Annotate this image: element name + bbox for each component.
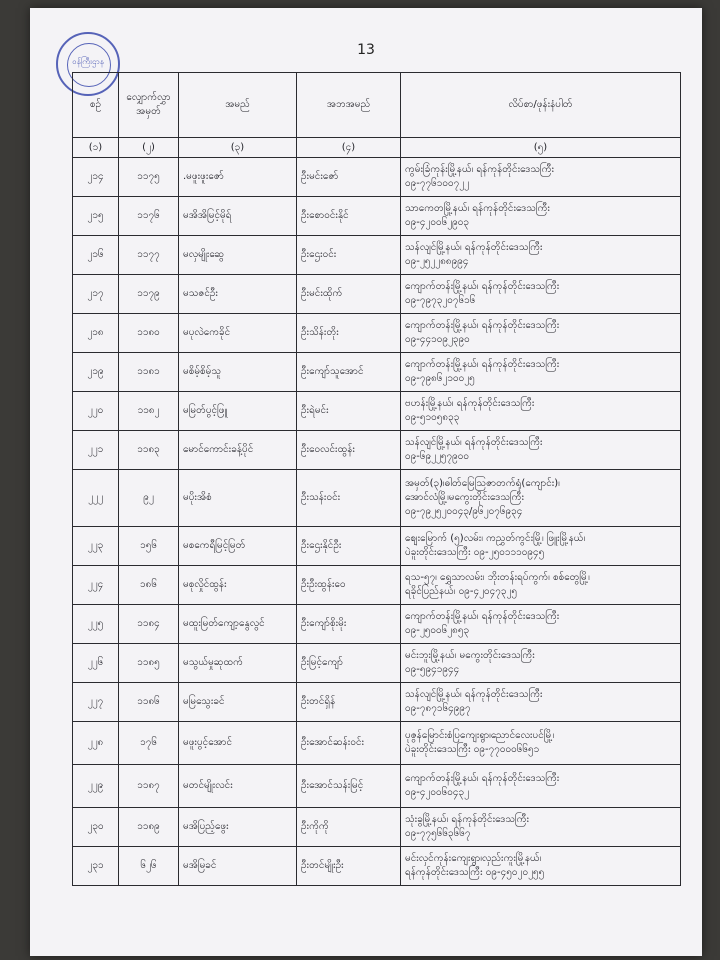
serial-cell: ၂၂၂ xyxy=(73,470,119,527)
table-row xyxy=(73,236,681,275)
address-cell xyxy=(401,808,681,847)
table-row xyxy=(73,847,681,886)
address-cell xyxy=(401,527,681,566)
address-line: ၀၉-၇၇၆၁၀၀၇၂၂ xyxy=(405,178,470,189)
application-no-cell: ၁၈၆ xyxy=(119,566,179,605)
address-line: ၀၉-၇၉၈၆၂၁၀၀၂၅ xyxy=(405,373,475,384)
address-line: အမှတ်(၃)၊ဓါတ်မြေဩဇာတက်ရုံ(ကျောင်း)၊ xyxy=(405,478,560,489)
name-cell: မစိမ့်စိမ့်သူ xyxy=(179,353,297,392)
father-name-cell: ဦးအောင်သန်းမြင့် xyxy=(297,765,401,808)
name-cell: မဖူးပွင့်အောင် xyxy=(179,722,297,765)
table-row xyxy=(73,765,681,808)
application-no-cell: ၁၁၈၇ xyxy=(119,765,179,808)
address-line: ပဲခူးတိုင်းဒေသကြီး ၀၉-၇၇၀၀၀၆၆၅၁ xyxy=(405,744,540,755)
table-body xyxy=(73,158,681,886)
address-line: သန်လျင်မြို့နယ်၊ ရန်ကုန်တိုင်းဒေသကြီး xyxy=(405,437,543,448)
address-cell xyxy=(401,470,681,527)
serial-cell: ၂၃၀ xyxy=(73,808,119,847)
father-name-cell: ဦးကိုကို xyxy=(297,808,401,847)
page-number: 13 xyxy=(357,42,375,58)
name-cell: မတင်မျိုးလင်း xyxy=(179,765,297,808)
address-line: ဗဟန်းမြို့နယ်၊ ရန်ကုန်တိုင်းဒေသကြီး xyxy=(405,398,535,409)
serial-cell: ၂၁၈ xyxy=(73,314,119,353)
application-no-cell: ၁၁၇၇ xyxy=(119,236,179,275)
column-number: (၂) xyxy=(119,138,179,158)
address-cell xyxy=(401,644,681,683)
column-number: (၃) xyxy=(179,138,297,158)
name-cell: မသဇင်ဦး xyxy=(179,275,297,314)
father-name-cell: ဦးတင်မျိုးဦး xyxy=(297,847,401,886)
address-cell xyxy=(401,236,681,275)
address-line: ပဲခူးတိုင်းဒေသကြီး ၀၉-၂၅၀၁၁၁၀၉၄၅ xyxy=(405,547,545,558)
address-line: အောင်လံမြို့၊မကွေးတိုင်းဒေသကြီး xyxy=(405,492,524,503)
application-no-cell: ၁၁၈၄ xyxy=(119,605,179,644)
column-number: (၁) xyxy=(73,138,119,158)
application-no-cell: ၁၁၈၁ xyxy=(119,353,179,392)
header-address-phone: လိပ်စာ/ဖုန်းနံပါတ် xyxy=(401,73,681,138)
name-cell: မစကေရီမြင့်မြတ် xyxy=(179,527,297,566)
table-header-row xyxy=(73,73,681,138)
table-row xyxy=(73,605,681,644)
table-row xyxy=(73,353,681,392)
name-cell: မမြတ်ပွင့်ဖြူ xyxy=(179,392,297,431)
application-no-cell: ၁၁၇၉ xyxy=(119,275,179,314)
application-no-cell: ၁၁၈၉ xyxy=(119,808,179,847)
address-line: ရသ-၅၇၊ ရွှေသာလမ်း၊ ဘိုးတန်းရပ်ကွက်၊ စစ်တွေမြို့၊ xyxy=(405,572,590,583)
father-name-cell: ဦးဌေးနိုင်ဦး xyxy=(297,527,401,566)
name-cell: မအိအိမြင့်မိုရ် xyxy=(179,197,297,236)
address-cell xyxy=(401,722,681,765)
name-cell: မအိပြည့်ဖွေး xyxy=(179,808,297,847)
application-no-cell: ၉၂ xyxy=(119,470,179,527)
application-no-cell: ၁၁၇၆ xyxy=(119,197,179,236)
application-no-cell: ၁၁၈၆ xyxy=(119,683,179,722)
application-no-cell: ၁၇၆ xyxy=(119,722,179,765)
address-cell xyxy=(401,566,681,605)
serial-cell: ၂၂၃ xyxy=(73,527,119,566)
table-row xyxy=(73,527,681,566)
header-father-name: အဘအမည် xyxy=(297,73,401,138)
address-cell xyxy=(401,158,681,197)
serial-cell: ၂၂၄ xyxy=(73,566,119,605)
address-line: ၀၉-၄၂၀၀၆၂၉၀၃ xyxy=(405,217,470,228)
name-cell: မစုလှိုင်ထွန်း xyxy=(179,566,297,605)
address-line: ၀၉-၂၅၂၂၈၈၉၉၄ xyxy=(405,256,469,267)
applicant-table xyxy=(72,72,681,886)
address-line: ကျောက်တန်းမြို့နယ်၊ ရန်ကုန်တိုင်းဒေသကြီး xyxy=(405,359,560,370)
address-line: မင်းလှင်ကုန်းကျေးရွာ၊လှည်းကူးမြို့နယ်၊ xyxy=(405,853,542,864)
father-name-cell: ဦးစောဝင်းနိုင် xyxy=(297,197,401,236)
address-line: ၀၉-၇၈၇၁၆၄၉၉၇ xyxy=(405,703,471,714)
name-cell: မောင်ကောင်းခန့်ပိုင် xyxy=(179,431,297,470)
table-row xyxy=(73,314,681,353)
application-no-cell: ၁၅၆ xyxy=(119,527,179,566)
father-name-cell: ဦးမင်းဇော် xyxy=(297,158,401,197)
father-name-cell: ဦးသိန်းတိုး xyxy=(297,314,401,353)
address-line: စျေးမြောက် (၅)လမ်း၊ ကညွှတ်ကွင်းမြို့၊ ဖြူးမြို့နယ်၊ xyxy=(405,533,586,544)
column-number-row xyxy=(73,138,681,158)
table-row xyxy=(73,197,681,236)
address-line: ကျောက်တန်းမြို့နယ်၊ ရန်ကုန်တိုင်းဒေသကြီး xyxy=(405,320,560,331)
stamp-text: ဝန်ကြီးဌာန xyxy=(72,57,104,66)
address-line: မင်းဘူးမြို့နယ်၊ မကွေးတိုင်းဒေသကြီး xyxy=(405,650,535,661)
column-number: (၅) xyxy=(401,138,681,158)
application-no-cell: ၆၂၆ xyxy=(119,847,179,886)
serial-cell: ၂၂၁ xyxy=(73,431,119,470)
serial-cell: ၂၁၄ xyxy=(73,158,119,197)
serial-cell: ၂၂၈ xyxy=(73,722,119,765)
application-no-cell: ၁၁၈၀ xyxy=(119,314,179,353)
name-cell: မလှမျိုးဆွေ xyxy=(179,236,297,275)
father-name-cell: ဦးဦးထွန်းဝေ xyxy=(297,566,401,605)
name-cell: မထူးမြတ်ကျော့နွေလွင် xyxy=(179,605,297,644)
address-line: ကွမ်းခြံကုန်းမြို့နယ်၊ ရန်ကုန်တိုင်းဒေသကြီး xyxy=(405,164,555,175)
address-line: သန်လျင်မြို့နယ်၊ ရန်ကုန်တိုင်းဒေသကြီး xyxy=(405,689,543,700)
address-line: သန်လျင်မြို့နယ်၊ ရန်ကုန်တိုင်းဒေသကြီး xyxy=(405,242,543,253)
application-no-cell: ၁၁၇၅ xyxy=(119,158,179,197)
application-no-cell: ၁၁၈၅ xyxy=(119,644,179,683)
father-name-cell: ဦးဝေလင်းထွန်း xyxy=(297,431,401,470)
table-row xyxy=(73,566,681,605)
address-line: ၀၉-၇၇၅၆၆၃၆၆၇ xyxy=(405,828,471,839)
address-line: ကျောက်တန်းမြို့နယ်၊ ရန်ကုန်တိုင်းဒေသကြီး xyxy=(405,773,560,784)
name-cell: မအိမြခင် xyxy=(179,847,297,886)
name-cell: မသွယ်မှုဆုထက် xyxy=(179,644,297,683)
serial-cell: ၂၁၉ xyxy=(73,353,119,392)
address-line: ၀၉-၇၉၂၅၂၀၀၄၃/၉၆၂၀၇၆၉၃၄ xyxy=(405,506,523,517)
address-line: ၀၉-၅၉၄၁၉၄၄ xyxy=(405,664,460,675)
serial-cell: ၂၂၉ xyxy=(73,765,119,808)
serial-cell: ၂၃၁ xyxy=(73,847,119,886)
table-row xyxy=(73,470,681,527)
father-name-cell: ဦးသန်းဝင်း xyxy=(297,470,401,527)
address-line: ၀၉-၄၄၁၀၉၂၃၉၀ xyxy=(405,334,470,345)
address-line: ၀၉-၅၁၀၅၈၃၃ xyxy=(405,412,460,423)
serial-cell: ၂၁၇ xyxy=(73,275,119,314)
address-line: ၀၉-၄၂၀၀၆၀၄၃၂ xyxy=(405,787,470,798)
father-name-cell: ဦးအောင်ဆန်းဝင်း xyxy=(297,722,401,765)
header-serial: စဉ် xyxy=(73,73,119,138)
address-cell xyxy=(401,605,681,644)
serial-cell: ၂၂၅ xyxy=(73,605,119,644)
address-line: ရန်ကုန်တိုင်းဒေသကြီး ၀၉-၄၅၀၂၀၂၅၅ xyxy=(405,867,545,878)
table-row xyxy=(73,683,681,722)
serial-cell: ၂၂၇ xyxy=(73,683,119,722)
address-cell xyxy=(401,314,681,353)
header-application-no: လျှောက်လွှာ အမှတ် xyxy=(119,73,179,138)
application-no-cell: ၁၁၈၃ xyxy=(119,431,179,470)
father-name-cell: ဦးဌေးဝင်း xyxy=(297,236,401,275)
serial-cell: ၂၂၆ xyxy=(73,644,119,683)
table-row xyxy=(73,392,681,431)
header-name: အမည် xyxy=(179,73,297,138)
document-page xyxy=(30,8,702,956)
father-name-cell: ဦးကျော်စိုးမိုး xyxy=(297,605,401,644)
address-line: ရခိုင်ပြည်နယ်၊ ၀၉-၄၂၀၄၇၃၂၅ xyxy=(405,586,518,597)
father-name-cell: ဦးမြင့်ကျော် xyxy=(297,644,401,683)
father-name-cell: ဦးရဲမင်း xyxy=(297,392,401,431)
table-row xyxy=(73,644,681,683)
address-line: သာကေတမြို့နယ်၊ ရန်ကုန်တိုင်းဒေသကြီး xyxy=(405,203,550,214)
name-cell: .မဖူးဖူးဇော် xyxy=(179,158,297,197)
table-row xyxy=(73,722,681,765)
father-name-cell: ဦးကျော်သူအောင် xyxy=(297,353,401,392)
serial-cell: ၂၁၆ xyxy=(73,236,119,275)
address-line: ပုဇွန်မြောင်းစံပြကျေးရွာ၊ညောင်လေးပင်မြို့၊ xyxy=(405,730,555,741)
father-name-cell: ဦးမင်းထိုက် xyxy=(297,275,401,314)
father-name-cell: ဦးတင်ရှိန် xyxy=(297,683,401,722)
name-cell: မမြသွေးခင် xyxy=(179,683,297,722)
address-cell xyxy=(401,353,681,392)
address-cell xyxy=(401,847,681,886)
name-cell: မပိုးအိစံ xyxy=(179,470,297,527)
serial-cell: ၂၂၀ xyxy=(73,392,119,431)
address-cell xyxy=(401,275,681,314)
table-row xyxy=(73,158,681,197)
address-cell xyxy=(401,431,681,470)
application-no-cell: ၁၁၈၂ xyxy=(119,392,179,431)
address-line: ကျောက်တန်းမြို့နယ်၊ ရန်ကုန်တိုင်းဒေသကြီး xyxy=(405,281,560,292)
address-line: ၀၉-၇၉၇၃၂၀၇၆၁၆ xyxy=(405,295,476,306)
name-cell: မပုလဲကေခိုင် xyxy=(179,314,297,353)
address-cell xyxy=(401,197,681,236)
serial-cell: ၂၁၅ xyxy=(73,197,119,236)
address-line: ကျောက်တန်းမြို့နယ်၊ ရန်ကုန်တိုင်းဒေသကြီး xyxy=(405,611,560,622)
column-number: (၄) xyxy=(297,138,401,158)
table-row xyxy=(73,808,681,847)
table-row xyxy=(73,275,681,314)
address-line: ၀၉-၂၅၀၀၆၂၈၅၃ xyxy=(405,625,470,636)
address-cell xyxy=(401,765,681,808)
address-line: သုံးခွမြို့နယ်၊ ရန်ကုန်တိုင်းဒေသကြီး xyxy=(405,814,530,825)
table-row xyxy=(73,431,681,470)
address-line: ၀၉-၆၉၂၂၅၇၉၀၀ xyxy=(405,451,470,462)
address-cell xyxy=(401,392,681,431)
address-cell xyxy=(401,683,681,722)
